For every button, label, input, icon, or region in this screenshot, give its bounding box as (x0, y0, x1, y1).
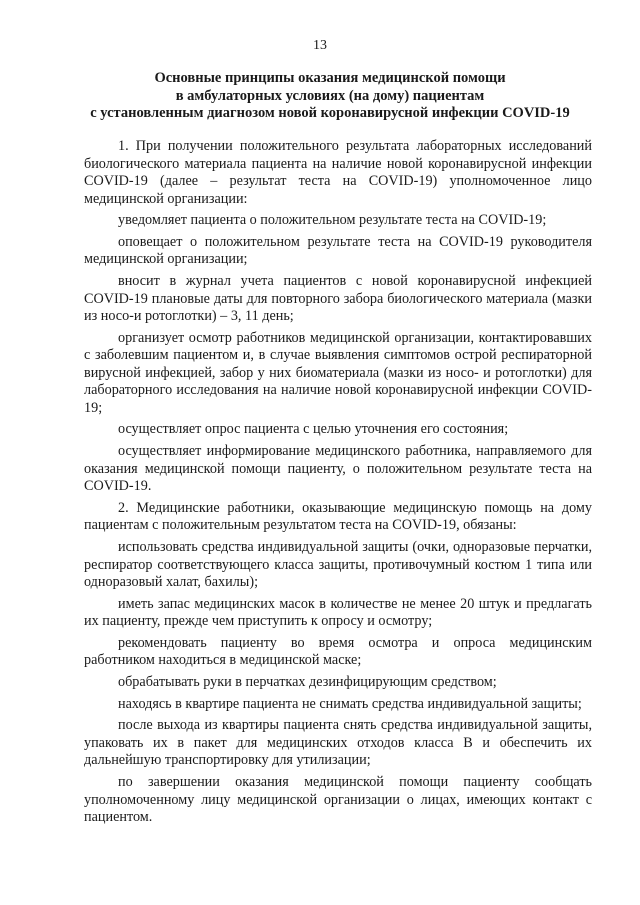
paragraph: после выхода из квартиры пациента снять средства индивидуальной защиты, упаковать их в пакет для медицинских отходов класса В и обеспечить их дальнейшую транспортировку для утилизации; (84, 717, 592, 769)
paragraph: 2. Медицинские работники, оказывающие медицинскую помощь на дому пациентам с положительным результатом теста на COVID-19, обязаны: (84, 499, 592, 534)
paragraph: оповещает о положительном результате теста на COVID-19 руководителя медицинской организации; (84, 233, 592, 268)
paragraph: 1. При получении положительного результата лабораторных исследований биологического материала пациента на наличие новой коронавирусной инфекции COVID-19 (далее – результат теста на COVID-19) уполномоченное лицо медицинской организации: (84, 138, 592, 207)
document-body (84, 138, 592, 831)
page-number: 13 (313, 38, 327, 53)
title-line-1: Основные принципы оказания медицинской помощи (154, 70, 506, 86)
paragraph: осуществляет информирование медицинского работника, направляемого для оказания медицинской помощи пациенту, о положительном результате теста на COVID-19. (84, 443, 592, 495)
paragraph: осуществляет опрос пациента с целью уточнения его состояния; (118, 421, 509, 438)
title-line-3: с установленным диагнозом новой коронавирусной инфекции COVID-19 (90, 105, 570, 121)
paragraph: вносит в журнал учета пациентов с новой коронавирусной инфекцией COVID-19 плановые даты для повторного забора биологического материала (мазки из носо-и ротоглотки) – 3, 11 день; (84, 273, 592, 325)
paragraph: находясь в квартире пациента не снимать средства индивидуальной защиты; (118, 695, 582, 712)
paragraph: иметь запас медицинских масок в количестве не менее 20 штук и предлагать их пациенту, прежде чем приступить к опросу и осмотру; (84, 595, 592, 630)
paragraph: по завершении оказания медицинской помощи пациенту сообщать уполномоченному лицу медицинской организации о лицах, имеющих контакт с пациентом. (84, 774, 592, 826)
title-line-2: в амбулаторных условиях (на дому) пациентам (175, 87, 485, 104)
paragraph: организует осмотр работников медицинской организации, контактировавших с заболевшим пациентом и, в случае выявления симптомов острой респираторной вирусной инфекцией, забор у них биоматериала (мазки из носо- и ротоглотки) для лабораторного исследования на наличие новой коронавирусной инфекции COVID-19; (84, 329, 592, 416)
paragraph: использовать средства индивидуальной защиты (очки, одноразовые перчатки, респиратор соответствующего класса защиты, противочумный костюм 1 типа или одноразовый халат, бахилы); (84, 539, 592, 590)
document-title (60, 70, 600, 123)
paragraph: рекомендовать пациенту во время осмотра и опроса медицинским работником находиться в медицинской маске; (84, 634, 592, 669)
paragraph: уведомляет пациента о положительном результате теста на COVID-19; (118, 212, 547, 229)
paragraph: обрабатывать руки в перчатках дезинфицирующим средством; (118, 674, 497, 691)
